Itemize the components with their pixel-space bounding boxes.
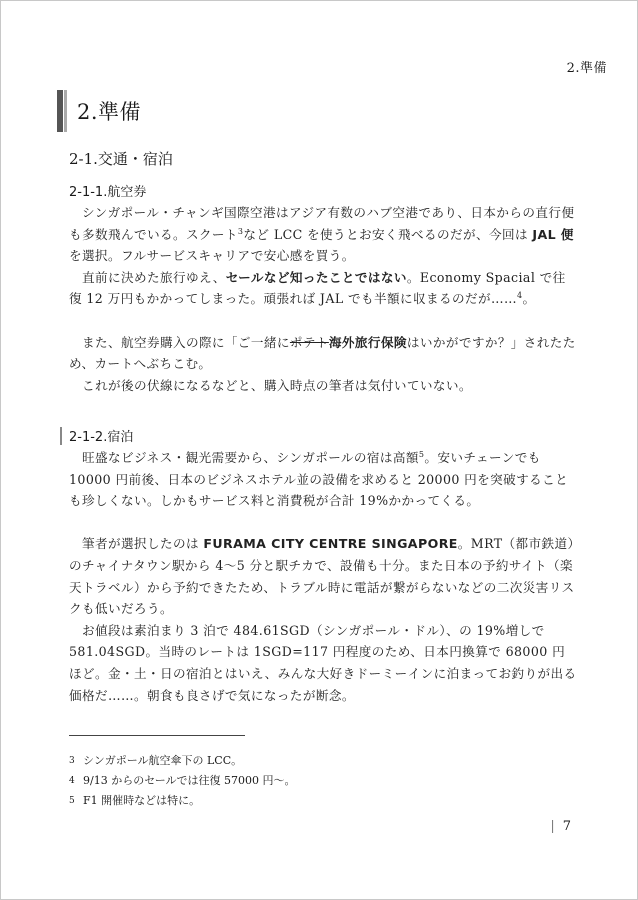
chapter-title: 2.準備	[77, 100, 142, 124]
spacer	[69, 310, 577, 332]
subsection-bar	[60, 427, 62, 445]
section-title: 2-1.交通・宿泊	[69, 150, 173, 168]
page-number-value: 7	[562, 819, 571, 834]
footnotes	[69, 751, 577, 811]
footnote-3	[69, 751, 577, 771]
subsection-title-lodging-text: 2-1-2.宿泊	[69, 430, 134, 445]
subsection-title-airfare	[69, 181, 146, 200]
footnote-ref-5: 5	[418, 449, 425, 459]
footnote-rule	[69, 735, 245, 736]
subsection-title-airfare-text: 2-1-1.航空券	[69, 185, 147, 200]
footnote-text: F1 開催時などは特に。	[83, 794, 201, 807]
lodging-paragraph-2: 筆者が選択したのは FURAMA CITY CENTRE SINGAPORE。MRT（都市鉄道）のチャイナタウン駅から 4～5 分と駅チカで、設備も十分。また日本の予約サイト（楽天トラベル）から予約できたため、トラブル時に電話が繋がらないなどの二次災害リスクも低いだろう。	[69, 536, 575, 617]
hotel-name-bold: FURAMA CITY CENTRE SINGAPORE	[203, 536, 458, 552]
subsection-title-lodging	[69, 426, 133, 445]
chapter-bar-light	[64, 90, 67, 132]
footnote-number: 3	[69, 756, 75, 766]
lodging-paragraph-3: お値段は素泊まり 3 泊で 484.61SGD（シンガポール・ドル）、の 19%増しで 581.04SGD。当時のレートは 1SGD=117 円程度のため、日本円換算で 68000 円ほど。金・土・日の宿泊とはいえ、みんな大好きドーミーインに泊まってお釣りが出る価格だ……。朝食も良さげで気になったが断念。	[69, 622, 577, 703]
footnote-text: 9/13 からのセールでは往復 57000 円～。	[83, 774, 296, 787]
footnote-ref-3: 3	[237, 226, 244, 236]
footnote-number: 4	[69, 776, 75, 786]
footnote-5	[69, 791, 577, 811]
footnote-4	[69, 771, 577, 791]
page-number-separator: |	[550, 819, 555, 834]
footnote-ref-4: 4	[516, 291, 523, 301]
footnote-text: シンガポール航空傘下の LCC。	[83, 754, 243, 767]
chapter-heading	[57, 90, 587, 132]
spacer	[69, 512, 577, 534]
jal-bold: JAL 便	[532, 226, 574, 242]
airfare-paragraph-2: 直前に決めた旅行ゆえ、セールなど知ったことではない。Economy Spacial で往復 12 万円もかかってしまった。頑張れば JAL でも半額に収まるのだが……$^4$。	[69, 269, 566, 307]
airfare-paragraph-1: シンガポール・チャンギ国際空港はアジア有数のハブ空港であり、日本からの直行便も多数飛んでいる。スクート$^3$など LCC を使うとお安く飛べるのだが、今回は JAL 便を選択。フルサービスキャリアで安心感を買う。	[69, 205, 575, 264]
footnote-number: 5	[69, 796, 75, 806]
airfare-body	[69, 202, 577, 396]
airfare-paragraph-3: また、航空券購入の際に「ご一緒にポテト海外旅行保険はいかがですか？」されたため、カートへぶちこむ。	[69, 334, 576, 372]
sale-bold: セールなど知ったことではない	[225, 269, 407, 285]
running-header: 2.準備	[566, 61, 607, 76]
lodging-paragraph-1: 旺盛なビジネス・観光需要から、シンガポールの宿は高額$^5$。安いチェーンでも 10000 円前後、日本のビジネスホテル並の設備を求めると 20000 円を突破することも珍しくない。しかもサービス料と消費税が合計 19%かかってくる。	[69, 449, 569, 509]
strikethrough-potato: ポテト	[289, 334, 329, 350]
airfare-paragraph-4: これが後の伏線になるなどと、購入時点の筆者は気付いていない。	[82, 377, 472, 393]
insurance-bold: 海外旅行保険	[328, 334, 407, 350]
lodging-body	[69, 447, 577, 706]
chapter-bar-dark	[57, 90, 63, 132]
page-number	[550, 819, 571, 834]
